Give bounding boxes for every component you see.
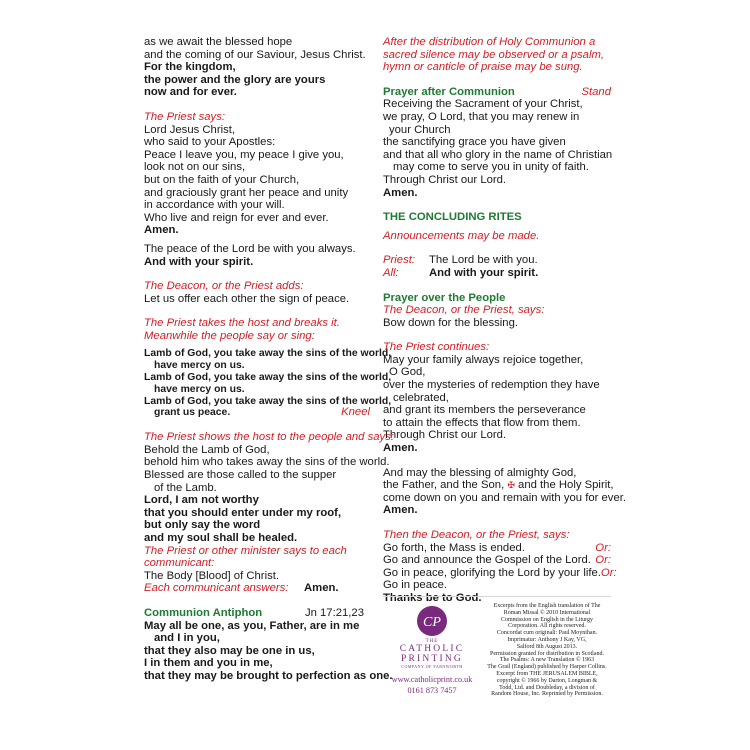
cross-icon: ✠: [507, 480, 515, 491]
body-of-christ-line: The Body [Blood] of Christ.: [144, 569, 280, 582]
rubric: After the distribution of Holy Communion a: [383, 36, 596, 48]
lamb-of-god-line: Lamb of God, you take away the sins of the world,: [144, 348, 392, 360]
prayer-line: and graciously grant her peace and unity: [144, 186, 349, 199]
prayer-line: we pray, O Lord, that you may renew in: [383, 110, 580, 123]
spacer: [144, 305, 370, 317]
copyright-credits: [483, 603, 611, 698]
prayer-line: who said to your Apostles:: [144, 136, 276, 149]
rubric: The Deacon, or the Priest, says:: [383, 304, 545, 317]
dismissal-line: [383, 566, 617, 580]
response-line: And with your spirit.: [144, 255, 254, 268]
credit-line: The Psalms: A new Translation © 1963: [499, 657, 595, 664]
svg-text:CP: CP: [423, 615, 441, 630]
pac-heading: [383, 86, 611, 99]
rubric: Announcements may be made.: [383, 229, 540, 242]
section-heading: THE CONCLUDING RITES: [383, 211, 522, 224]
prayer-line: the sanctifying grace you have given: [383, 136, 566, 149]
rubric: The Priest continues:: [383, 341, 490, 354]
prayer-line: Lord Jesus Christ,: [144, 123, 236, 136]
logo-printing: PRINTING: [401, 654, 463, 664]
prayer-line: celebrated,: [393, 391, 449, 404]
prayer-line: May your family always rejoice together,: [383, 353, 584, 366]
behold-line: behold him who takes away the sins of the world.: [144, 456, 390, 469]
publisher-logo: [389, 605, 475, 696]
blessing-line: And may the blessing of almighty God,: [383, 466, 577, 479]
antiphon-line: May all be one, as you, Father, are in me: [144, 619, 360, 632]
response-line: that you should enter under my roof,: [144, 506, 342, 519]
behold-line: of the Lamb.: [154, 481, 217, 494]
prayer-line: in accordance with your will.: [144, 199, 285, 212]
lamb-of-god-line: Lamb of God, you take away the sins of the world,: [144, 372, 392, 384]
spacer: [144, 99, 370, 111]
publisher-footer: [383, 596, 611, 701]
credit-line: Salford 8th August 2013.: [516, 643, 578, 650]
credit-line: The Grail (England) published by Harper Collins.: [487, 664, 607, 671]
blessing-text: and the Holy Spirit,: [518, 479, 614, 492]
cp-monogram-icon: [416, 605, 448, 637]
spacer: [144, 268, 370, 280]
antiphon-heading: [144, 607, 370, 620]
logo-the: THE: [425, 639, 439, 644]
prayer-line: but on the faith of your Church,: [144, 173, 300, 186]
response-line: the power and the glory are yours: [144, 73, 326, 86]
dismissal-text: Go in peace, glorifying the Lord by your life.: [383, 566, 601, 579]
prayer-line: over the mysteries of redemption they have: [383, 379, 600, 392]
rubric: The Priest shows the host to the people and says:: [144, 431, 394, 444]
prayer-line: and grant its members the perseverance: [383, 404, 586, 417]
kneel-rubric: Kneel: [341, 406, 370, 419]
spacer: [144, 419, 370, 431]
response-line: Lord, I am not worthy: [144, 494, 259, 507]
blessing-line: come down on you and remain with you for ever.: [383, 491, 627, 504]
right-column: [383, 36, 627, 605]
logo-subtitle: COMPANY OF FARNWORTH: [401, 664, 463, 669]
spacer: [144, 595, 370, 607]
priest-greeting: [383, 254, 611, 267]
text-line: and the coming of our Saviour, Jesus Christ.: [144, 48, 366, 61]
antiphon-line: that they also may be one in us,: [144, 644, 315, 657]
behold-line: Behold the Lamb of God,: [144, 443, 270, 456]
dismissal-line: [383, 542, 611, 555]
dismissal-line: Go in peace.: [383, 579, 448, 592]
scripture-reference: Jn 17:21,23: [304, 606, 364, 619]
stand-rubric: Stand: [581, 85, 611, 98]
rubric: communicant:: [144, 557, 215, 570]
spacer: [383, 199, 611, 211]
left-column: [144, 36, 394, 683]
credit-line: Random House, Inc. Reprinted by Permission.: [491, 691, 603, 698]
lamb-of-god-text: grant us peace.: [154, 407, 231, 419]
spacer: [383, 517, 611, 529]
lamb-of-god-line: have mercy on us.: [154, 383, 245, 395]
spacer: [383, 242, 611, 254]
communicant-line: [144, 582, 370, 595]
prayer-line: your Church: [389, 123, 451, 136]
credit-line: Roman Missal © 2010 International: [503, 609, 591, 616]
prayer-line: Who live and reign for ever and ever.: [144, 211, 329, 224]
or-rubric: Or:: [595, 541, 611, 554]
prayer-line: O God,: [389, 366, 426, 379]
rubric: The Priest or other minister says to each: [144, 544, 347, 557]
text-line: as we await the blessed hope: [144, 36, 293, 48]
rubric: The Deacon, or the Priest adds:: [144, 280, 304, 293]
section-heading: Communion Antiphon: [144, 606, 263, 619]
response-line: and my soul shall be healed.: [144, 532, 298, 544]
dismissal-line: [383, 554, 611, 567]
lamb-of-god-line: have mercy on us.: [154, 360, 245, 372]
blessing-line: [383, 479, 614, 492]
sign-peace-line: Let us offer each other the sign of peace.: [144, 292, 350, 305]
spacer: [383, 280, 611, 292]
prayer-line: Receiving the Sacrament of your Christ,: [383, 98, 583, 111]
rubric: Then the Deacon, or the Priest, says:: [383, 529, 570, 541]
rubric: hymn or canticle of praise may be sung.: [383, 61, 583, 74]
credit-line: Todd, Ltd. and Doubleday, a division of: [499, 684, 595, 691]
credit-line: Corporation. All rights reserved.: [508, 623, 586, 630]
prayer-line: Through Christ our Lord.: [383, 429, 507, 442]
response-line: but only say the word: [144, 519, 261, 532]
rubric: The Priest takes the host and breaks it.: [144, 317, 340, 330]
prayer-line: look not on our sins,: [144, 161, 246, 174]
credit-line: Commission on English in the Liturgy: [500, 616, 594, 623]
prayer-line: Through Christ our Lord.: [383, 173, 507, 186]
amen-response: Amen.: [144, 224, 179, 237]
lamb-of-god-line: [144, 407, 370, 419]
phone-number: 0161 873 7457: [407, 686, 457, 695]
dismissal-text: Go and announce the Gospel of the Lord.: [383, 554, 591, 567]
greeting-text: The Lord be with you.: [429, 254, 538, 267]
amen-response: Amen.: [383, 504, 418, 517]
behold-line: Blessed are those called to the supper: [144, 469, 337, 482]
website-link[interactable]: www.catholicprint.co.uk: [391, 675, 473, 684]
rubric: The Priest says:: [144, 110, 225, 123]
spacer: [383, 329, 611, 341]
or-rubric: Or:: [595, 554, 611, 567]
amen-response: Amen.: [383, 186, 418, 199]
prayer-line: and that all who glory in the name of Christian: [383, 148, 613, 161]
amen-response: Amen.: [304, 582, 339, 595]
response-line: Thanks be to God.: [383, 591, 482, 604]
antiphon-line: that they may be brought to perfection as one.: [144, 669, 393, 682]
speaker-label: All:: [383, 266, 399, 279]
credit-line: Excerpts from the English translation of The: [493, 603, 601, 609]
rubric: Meanwhile the people say or sing:: [144, 329, 315, 342]
lamb-of-god-line: Lamb of God, you take away the sins of the world,: [144, 395, 392, 407]
peace-line: The peace of the Lord be with you always.: [144, 242, 356, 255]
dismissal-text: Go forth, the Mass is ended.: [383, 541, 525, 554]
credit-line: Imprimatur: Anthony J Kay, VG,: [507, 636, 587, 643]
amen-response: Amen.: [383, 442, 418, 455]
spacer: [383, 74, 611, 86]
speaker-label: Priest:: [383, 254, 416, 267]
credit-line: Excerpt from THE JERUSALEM BIBLE,: [496, 670, 598, 677]
response-text: And with your spirit.: [429, 266, 539, 279]
section-heading: Prayer over the People: [383, 291, 506, 304]
blessing-text: the Father, and the Son,: [383, 479, 505, 492]
logo-catholic: CATHOLIC: [399, 644, 465, 654]
antiphon-line: I in them and you in me,: [144, 657, 273, 670]
credit-line: Concordat cum originali: Paul Moynihan.: [496, 630, 598, 637]
credit-line: Permission granted for distribution in Scotland.: [490, 650, 604, 657]
antiphon-line: and I in you,: [154, 632, 220, 645]
or-rubric: Or:: [600, 566, 617, 579]
rubric: sacred silence may be observed or a psalm,: [383, 48, 605, 61]
bow-line: Bow down for the blessing.: [383, 316, 519, 329]
prayer-line: Peace I leave you, my peace I give you,: [144, 148, 344, 161]
response-line: now and for ever.: [144, 86, 237, 99]
section-heading: Prayer after Communion: [383, 85, 515, 98]
response-line: For the kingdom,: [144, 61, 236, 74]
prayer-line: may come to serve you in unity of faith.: [393, 161, 589, 174]
spacer: [383, 455, 611, 467]
credit-line: copyright © 1966 by Darton, Longman &: [496, 677, 598, 684]
prayer-line: to attain the effects that flow from them.: [383, 416, 581, 429]
all-response: [383, 267, 611, 280]
rubric: Each communicant answers:: [144, 582, 289, 595]
